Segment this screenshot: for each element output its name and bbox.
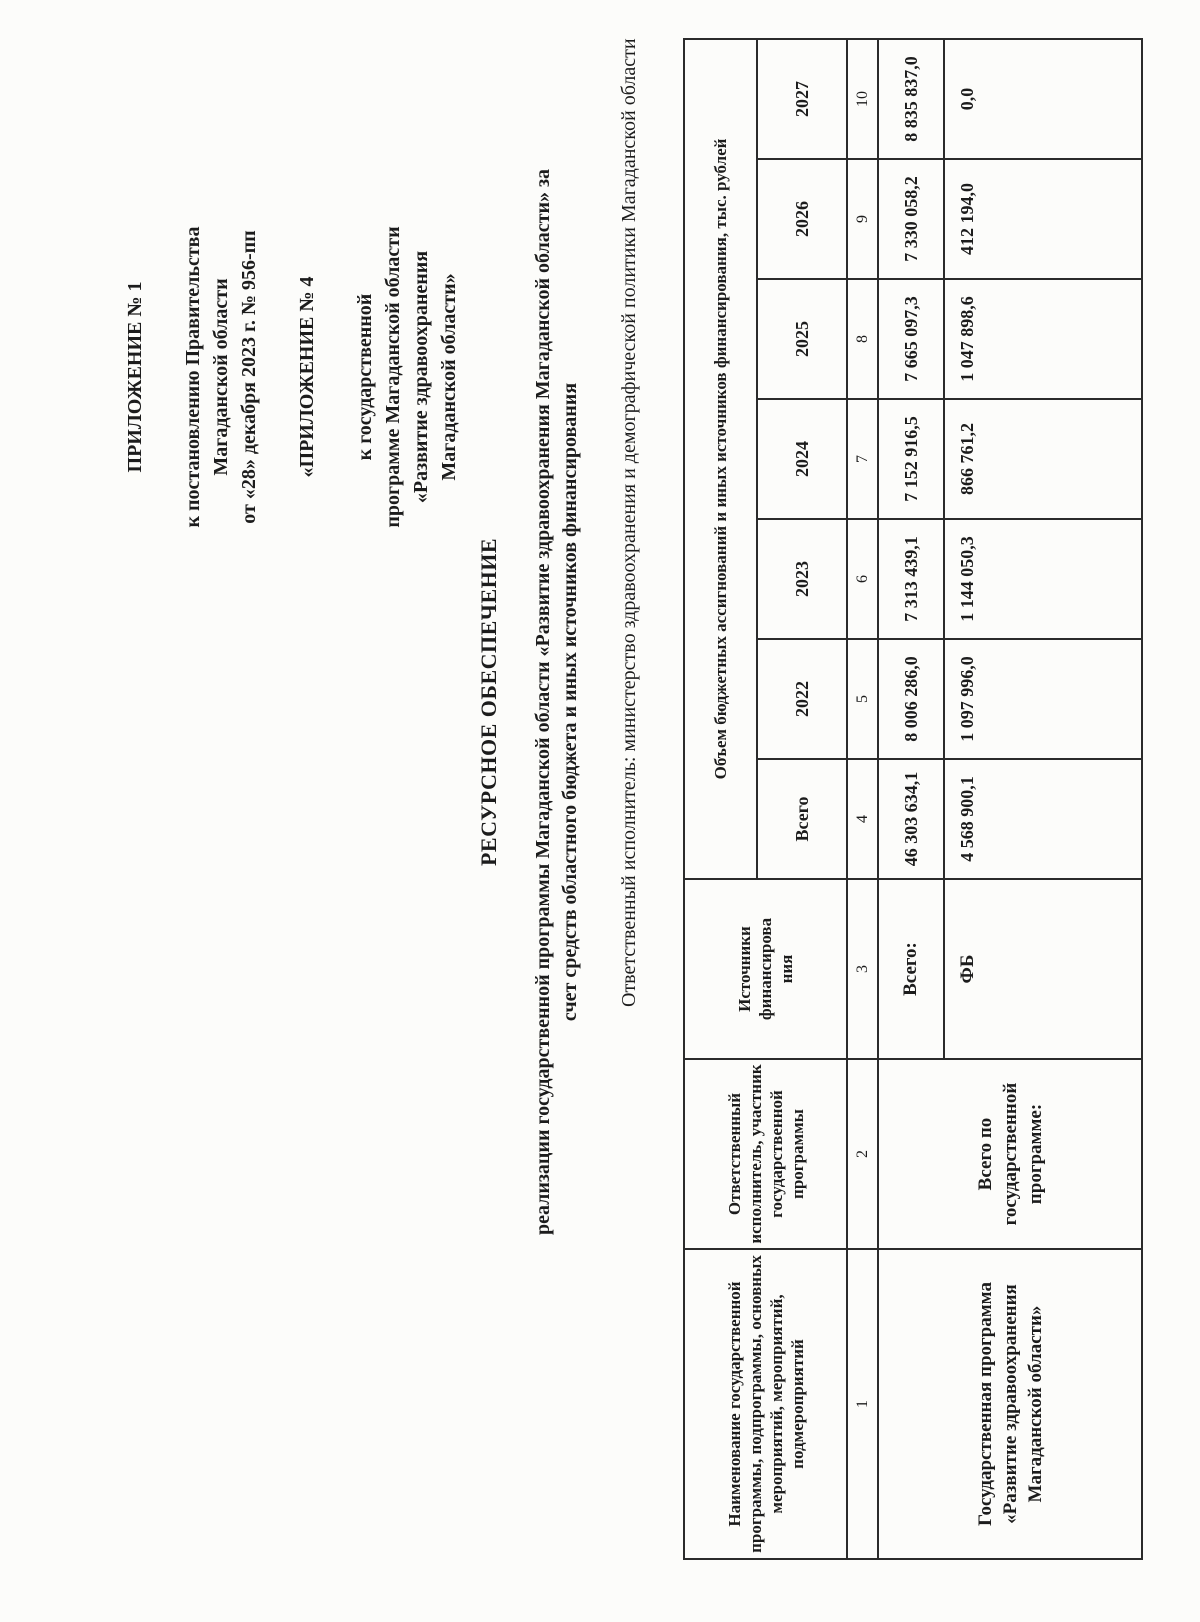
cell-source-total: Всего: — [878, 879, 944, 1059]
appendix-line: «Развитие здравоохранения — [410, 250, 432, 504]
column-number: 5 — [847, 639, 878, 759]
header-year-2023: 2023 — [757, 519, 847, 639]
column-number: 9 — [847, 159, 878, 279]
appendix-line: от «28» декабря 2023 г. № 956-пп — [238, 230, 260, 524]
cell-executor: Всего по государственной программе: — [878, 1059, 1142, 1249]
header-total-column: Всего — [757, 759, 847, 879]
column-numbers-row — [847, 39, 878, 1559]
column-number: 4 — [847, 759, 878, 879]
cell-value-2026: 7 330 058,2 — [878, 159, 944, 279]
document-title: РЕСУРСНОЕ ОБЕСПЕЧЕНИЕ — [476, 537, 501, 867]
cell-value-2027: 0,0 — [944, 39, 1142, 159]
header-funding-line: финансирова — [756, 917, 775, 1021]
cell-value-2023: 7 313 439,1 — [878, 519, 944, 639]
header-year-2025: 2025 — [757, 279, 847, 399]
appendix-line: программе Магаданской области — [382, 226, 404, 528]
column-number: 7 — [847, 399, 878, 519]
column-number: 1 — [847, 1249, 878, 1559]
cell-value-total: 46 303 634,1 — [878, 759, 944, 879]
cell-value-total: 4 568 900,1 — [944, 759, 1142, 879]
header-year-2027: 2027 — [757, 39, 847, 159]
cell-value-2023: 1 144 050,3 — [944, 519, 1142, 639]
appendix-reference-block — [121, 162, 463, 592]
cell-value-2024: 7 152 916,5 — [878, 399, 944, 519]
header-funding-line: ния — [777, 954, 796, 984]
header-program-name-column: Наименование государственной программы, подпрограммы, основных мероприятий, мероприятий, подмероприятий — [684, 1249, 847, 1559]
column-number: 6 — [847, 519, 878, 639]
appendix-line: Магаданской области» — [438, 273, 460, 481]
appendix-line: Магаданской области — [210, 278, 232, 476]
column-number: 3 — [847, 879, 878, 1059]
cell-value-2022: 1 097 996,0 — [944, 639, 1142, 759]
header-executor-column: Ответственный исполнитель, участник государственной программы — [684, 1059, 847, 1249]
cell-value-2024: 866 761,2 — [944, 399, 1142, 519]
appendix-line: ПРИЛОЖЕНИЕ № 1 — [124, 281, 146, 473]
responsible-executor-line: Ответственный исполнитель: министерство здравоохранения и демографической политики Магаданской области — [618, 38, 640, 1007]
title-block — [476, 2, 584, 1402]
appendix-line: «ПРИЛОЖЕНИЕ № 4 — [296, 276, 318, 478]
cell-value-2025: 1 047 898,6 — [944, 279, 1142, 399]
resource-table — [683, 38, 1143, 1560]
appendix-line: к постановлению Правительства — [182, 226, 204, 528]
column-number: 10 — [847, 39, 878, 159]
cell-value-2025: 7 665 097,3 — [878, 279, 944, 399]
table-row-total — [878, 39, 944, 1559]
cell-program-name: Государственная программа «Развитие здравоохранения Магаданской области» — [878, 1249, 1142, 1559]
header-year-2022: 2022 — [757, 639, 847, 759]
header-funding-line: Источники — [735, 926, 754, 1012]
column-number: 8 — [847, 279, 878, 399]
header-funding-sources-column — [684, 879, 847, 1059]
cell-value-2022: 8 006 286,0 — [878, 639, 944, 759]
header-budget-volume-span: Объем бюджетных ассигнований и иных источников финансирования, тыс. рублей — [684, 39, 757, 879]
subtitle-line: счет средств областного бюджета и иных источников финансирования — [559, 382, 581, 1022]
cell-value-2026: 412 194,0 — [944, 159, 1142, 279]
column-number: 2 — [847, 1059, 878, 1249]
cell-source-fb: ФБ — [944, 879, 1142, 1059]
document-subtitle — [530, 2, 584, 1402]
cell-value-2027: 8 835 837,0 — [878, 39, 944, 159]
appendix-line: к государственной — [354, 293, 376, 461]
header-year-2024: 2024 — [757, 399, 847, 519]
subtitle-line: реализации государственной программы Магаданской области «Развитие здравоохранения Магаданской области» за — [532, 168, 554, 1236]
header-year-2026: 2026 — [757, 159, 847, 279]
